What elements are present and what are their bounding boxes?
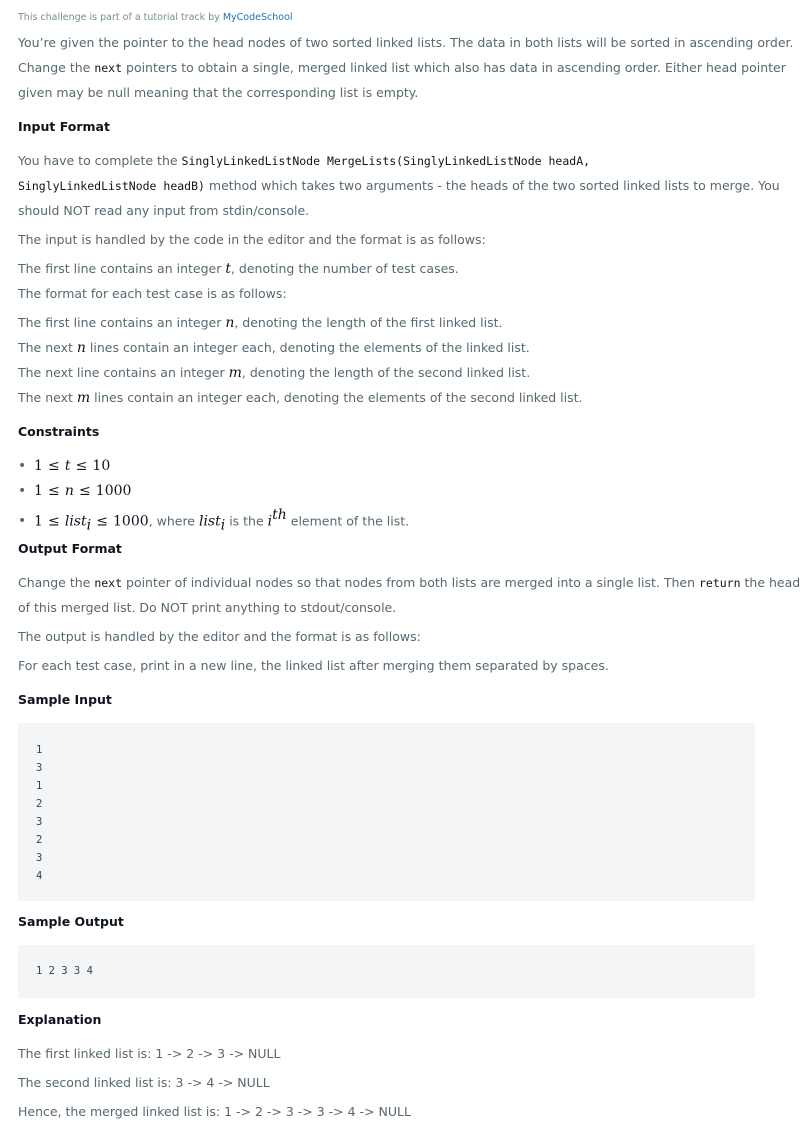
explanation-line-2: The second linked list is: 3 -> 4 -> NULL xyxy=(18,1075,270,1090)
sample-input-line: 2 xyxy=(36,834,43,846)
intro-line-3: given may be null meaning that the corresponding list is empty. xyxy=(18,85,419,100)
output-format-p1-line2: of this merged list. Do NOT print anything to stdout/console. xyxy=(18,600,397,615)
mycodeschool-link[interactable]: MyCodeSchool xyxy=(222,12,293,23)
constraint-item: • 1 ≤ t ≤ 10 xyxy=(18,458,111,474)
intro-line-1: You’re given the pointer to the head nodes of two sorted linked lists. The data in both lists will be sorted in ascending order. xyxy=(18,35,794,50)
constraints-list xyxy=(18,456,410,534)
sample-input-line: 3 xyxy=(36,762,43,774)
tutorial-note: This challenge is part of a tutorial track by MyCodeSchool xyxy=(18,12,293,23)
sample-input-line: 2 xyxy=(36,798,43,810)
output-format-heading: Output Format xyxy=(18,541,122,556)
sample-input-line: 3 xyxy=(36,816,43,828)
input-format-p1-line3: should NOT read any input from stdin/console. xyxy=(18,203,310,218)
input-format-heading: Input Format xyxy=(18,119,110,134)
output-format-p2: The output is handled by the editor and the format is as follows: xyxy=(18,629,421,644)
sample-output-block xyxy=(18,945,755,998)
input-format-p6: The next n lines contain an integer each, denoting the elements of the linked list. xyxy=(18,340,530,356)
sample-input-line: 3 xyxy=(36,852,43,864)
output-format-p1-line1: Change the next pointer of individual nodes so that nodes from both lists are merged into a single list. Then return the head xyxy=(18,575,800,590)
constraint-item: • 1 ≤ list$_i$ ≤ 1000, where list$_i$ is the $i^{th}$ element of the list. xyxy=(18,507,410,534)
input-format-p2: The input is handled by the code in the editor and the format is as follows: xyxy=(18,232,486,247)
sample-output-heading: Sample Output xyxy=(18,914,124,929)
constraint-item: • 1 ≤ n ≤ 1000 xyxy=(18,483,132,499)
sample-input-line: 4 xyxy=(36,870,43,882)
output-format-p3: For each test case, print in a new line, the linked list after merging them separated by spaces. xyxy=(18,658,609,673)
sample-input-line: 1 xyxy=(36,780,43,792)
input-format-p8: The next m lines contain an integer each, denoting the elements of the second linked list. xyxy=(18,390,583,406)
input-format-p3: The first line contains an integer t, denoting the number of test cases. xyxy=(18,261,459,277)
input-format-p1-line1: You have to complete the SinglyLinkedListNode MergeLists(SinglyLinkedListNode headA, xyxy=(18,153,591,168)
sample-input-line: 1 xyxy=(36,744,43,756)
input-format-p5: The first line contains an integer n, denoting the length of the first linked list. xyxy=(18,315,503,331)
sample-input-heading: Sample Input xyxy=(18,692,112,707)
sample-output-text: 1 2 3 3 4 xyxy=(36,965,93,977)
explanation-line-3: Hence, the merged linked list is: 1 -> 2 -> 3 -> 3 -> 4 -> NULL xyxy=(18,1104,411,1119)
input-format-p4: The format for each test case is as follows: xyxy=(18,286,287,301)
explanation-heading: Explanation xyxy=(18,1012,102,1027)
constraints-heading: Constraints xyxy=(18,424,100,439)
input-format-p7: The next line contains an integer m, denoting the length of the second linked list. xyxy=(18,365,531,381)
explanation-line-1: The first linked list is: 1 -> 2 -> 3 -> NULL xyxy=(18,1046,281,1061)
input-format-p1-line2: SinglyLinkedListNode headB) method which takes two arguments - the heads of the two sorted linked lists to merge. You xyxy=(18,178,780,193)
intro-line-2: Change the next pointers to obtain a single, merged linked list which also has data in ascending order. Either head pointer xyxy=(18,60,786,75)
sample-input-block xyxy=(18,723,755,901)
